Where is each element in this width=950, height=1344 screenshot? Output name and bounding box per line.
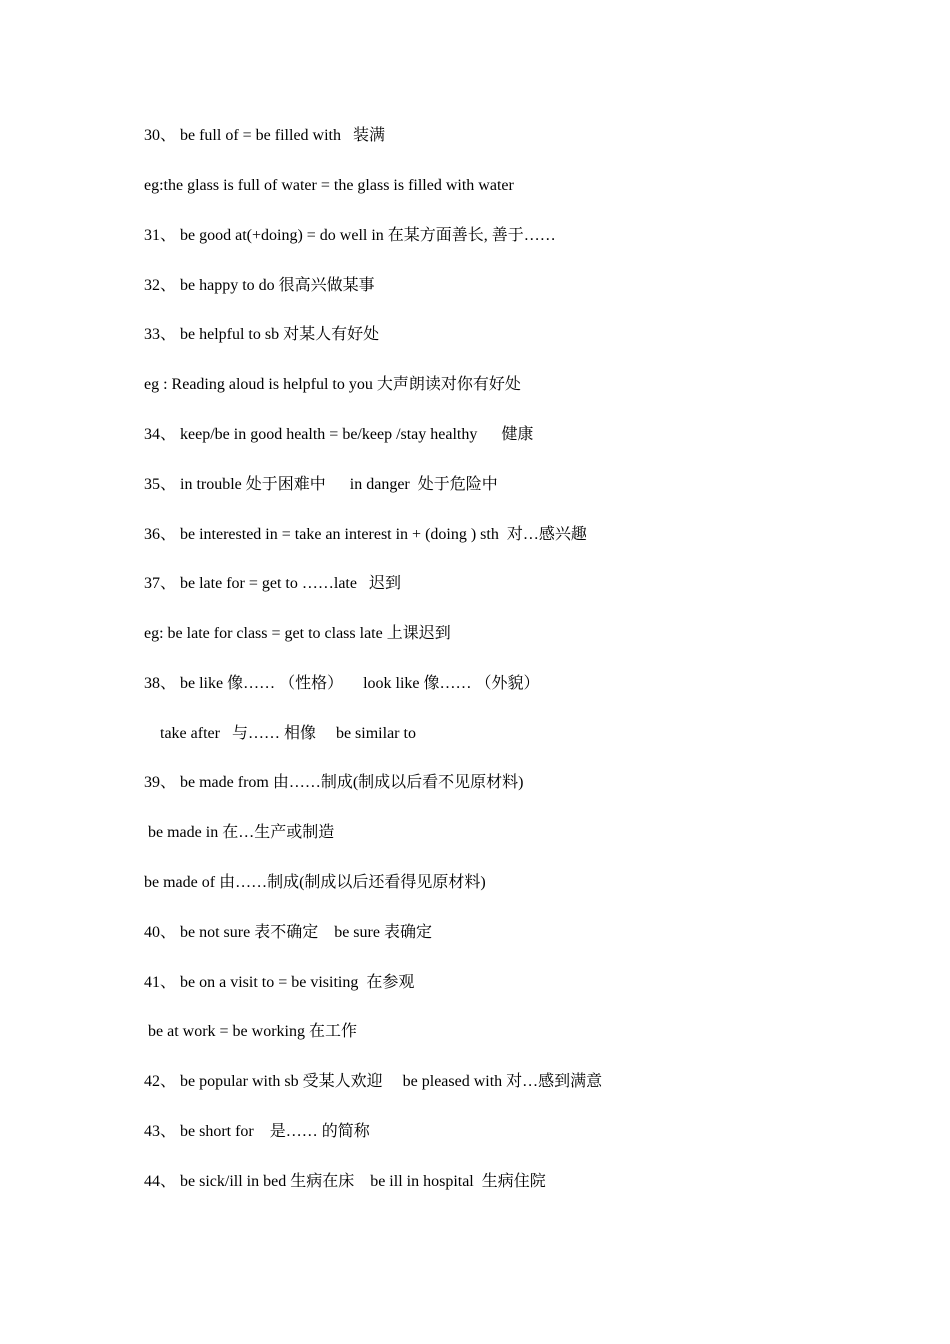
text-line: 31、 be good at(+doing) = do well in 在某方面善长, 善于…… bbox=[144, 227, 556, 244]
text-line: be made of 由……制成(制成以后还看得见原材料) bbox=[144, 874, 486, 891]
text-line: 40、 be not sure 表不确定 be sure 表确定 bbox=[144, 924, 432, 941]
text-line: 36、 be interested in = take an interest in + (doing ) sth 对…感兴趣 bbox=[144, 526, 587, 543]
text-line: 44、 be sick/ill in bed 生病在床 be ill in hospital 生病住院 bbox=[144, 1173, 546, 1190]
text-line: 35、 in trouble 处于困难中 in danger 处于危险中 bbox=[144, 476, 498, 493]
text-line: 39、 be made from 由……制成(制成以后看不见原材料) bbox=[144, 774, 524, 791]
text-line: eg:the glass is full of water = the glass is filled with water bbox=[144, 177, 514, 194]
text-line: 38、 be like 像…… （性格） look like 像…… （外貌） bbox=[144, 675, 540, 692]
text-line: 37、 be late for = get to ……late 迟到 bbox=[144, 575, 401, 592]
text-line: eg : Reading aloud is helpful to you 大声朗读对你有好处 bbox=[144, 376, 521, 393]
text-line: be at work = be working 在工作 bbox=[144, 1023, 357, 1040]
text-line: eg: be late for class = get to class late 上课迟到 bbox=[144, 625, 451, 642]
text-line: 33、 be helpful to sb 对某人有好处 bbox=[144, 326, 380, 343]
text-line: 41、 be on a visit to = be visiting 在参观 bbox=[144, 974, 415, 991]
text-line: be made in 在…生产或制造 bbox=[144, 824, 335, 841]
text-line: 34、 keep/be in good health = be/keep /stay healthy 健康 bbox=[144, 426, 534, 443]
text-line: take after 与…… 相像 be similar to bbox=[144, 725, 416, 742]
text-line: 30、 be full of = be filled with 装满 bbox=[144, 127, 385, 144]
text-line: 32、 be happy to do 很高兴做某事 bbox=[144, 277, 375, 294]
text-line: 42、 be popular with sb 受某人欢迎 be pleased with 对…感到满意 bbox=[144, 1073, 603, 1090]
text-line: 43、 be short for 是…… 的简称 bbox=[144, 1123, 370, 1140]
